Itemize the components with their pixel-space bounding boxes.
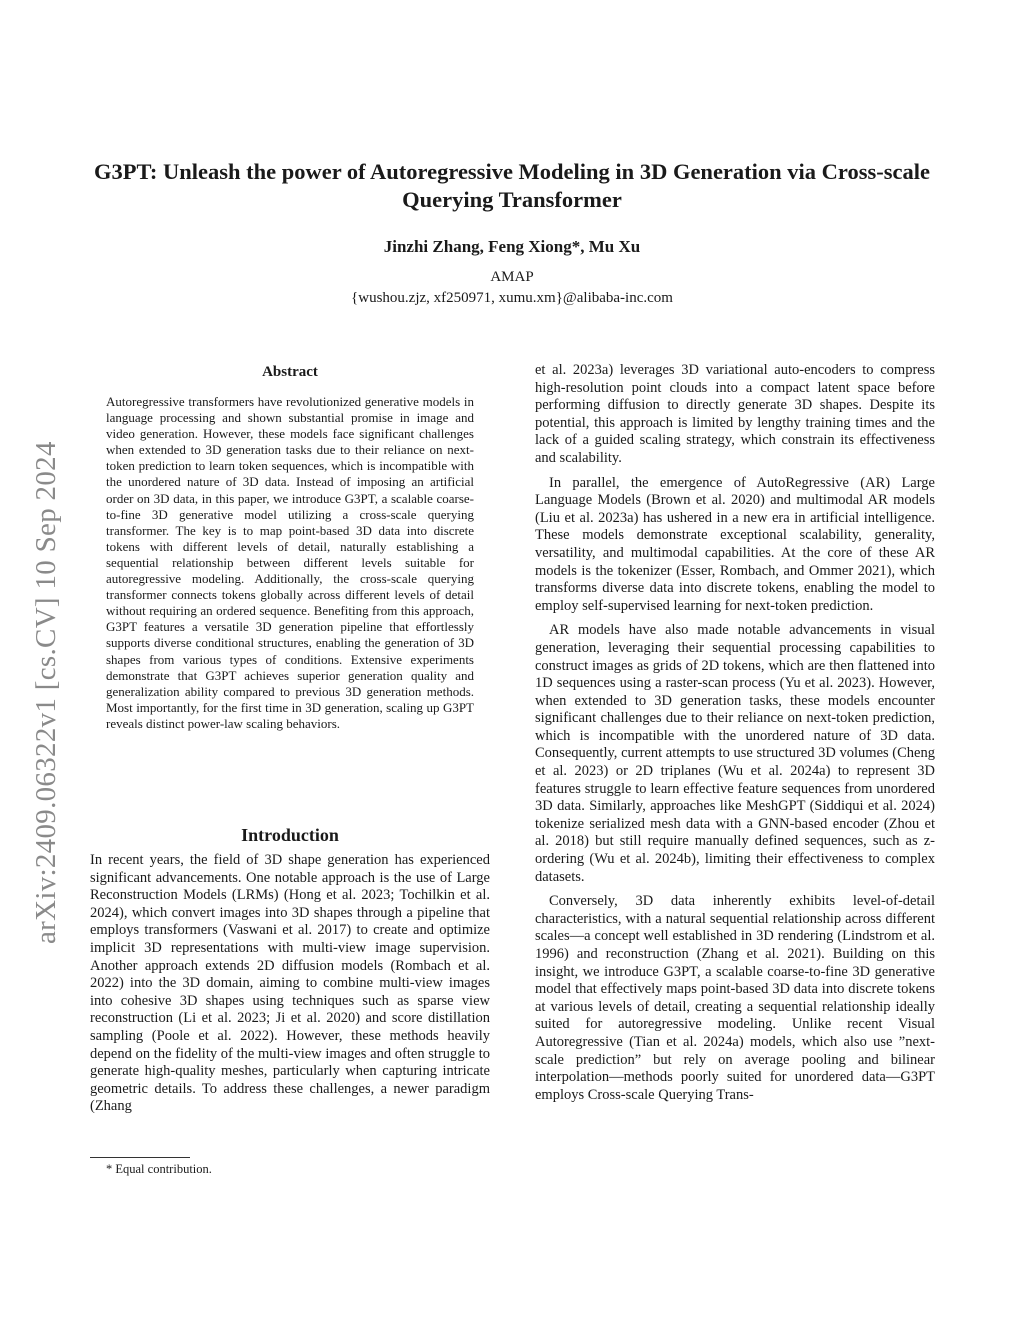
intro-paragraph-right-2: In parallel, the emergence of AutoRegressive (AR) Large Language Models (Brown et al. 2020) and multimodal AR models (Liu et al. 2023a) has ushered in a new era in artificial intelligence. These models demonstrate exceptional scalability, generality, versatility, and multimodal capabilities. At the core of these AR models is the tokenizer (Esser, Rombach, and Ommer 2021), which transforms diverse data into discrete tokens, enabling the model to employ self-supervised learning for next-token prediction. xyxy=(535,474,935,614)
footnote-divider xyxy=(90,1157,190,1158)
abstract-heading: Abstract xyxy=(262,364,318,380)
affiliation: AMAP xyxy=(490,269,534,285)
intro-paragraph-right-3: AR models have also made notable advancements in visual generation, leveraging their sequential processing capabilities to construct images as grids of 2D tokens, which are then flattened into 1D sequences using a raster-scan process (Yu et al. 2023). However, when extended to 3D generation tasks, these models encounter significant challenges due to their reliance on next-token prediction, which is incompatible with the unordered nature of 3D data. Consequently, current attempts to use structured 3D volumes (Cheng et al. 2023) or 2D triplanes (Wu et al. 2024a) to represent 3D features struggle to learn effective feature sequences from unordered 3D data. Similarly, approaches like MeshGPT (Siddiqui et al. 2024) tokenize serialized mesh data with a GNN-based encoder (Zhou et al. 2018) but still require manually defined sequences, such as z-ordering (Wu et al. 2024b), limiting their effectiveness to complex datasets. xyxy=(535,622,935,885)
author-list: Jinzhi Zhang, Feng Xiong*, Mu Xu xyxy=(383,237,641,256)
right-column xyxy=(535,362,935,1111)
footnote: * Equal contribution. xyxy=(106,1162,212,1176)
arxiv-identifier: arXiv:2409.06322v1 [cs.CV] 10 Sep 2024 xyxy=(30,441,62,944)
introduction-heading: Introduction xyxy=(241,825,339,845)
paper-title: G3PT: Unleash the power of Autoregressive Modeling in 3D Generation via Cross-scale Querying Transformer xyxy=(94,159,930,212)
intro-paragraph-right-1: et al. 2023a) leverages 3D variational auto-encoders to compress high-resolution point clouds into a compact latent space before performing diffusion to directly generate 3D shapes. Despite its potential, this approach is limited by lengthy training times and the lack of a guided scaling strategy, which constrain its effectiveness and scalability. xyxy=(535,362,935,466)
intro-paragraph-right-4: Conversely, 3D data inherently exhibits level-of-detail characteristics, with a natural sequential relationship across different scales—a concept well established in 3D rendering (Lindstrom et al. 1996) and reconstruction (Zhang et al. 2021). Building on this insight, we introduce G3PT, a scalable coarse-to-fine 3D generative model that effectively maps point-based 3D data into discrete tokens at various levels of detail, creating a sequential relationship ideally suited for autoregressive modeling. Unlike recent Visual Autoregressive (Tian et al. 2024a) models, which also use ”next-scale prediction” but rely on average pooling and bilinear interpolation—methods poorly suited for unordered data—G3PT employs Cross-scale Querying Trans- xyxy=(535,893,935,1103)
intro-paragraph-left: In recent years, the field of 3D shape generation has experienced significant advancements. One notable approach is the use of Large Reconstruction Models (LRMs) (Hong et al. 2023; Tochilkin et al. 2024), which convert images into 3D shapes through a pipeline that employs transformers (Vaswani et al. 2017) to create and optimize implicit 3D representations with multi-view image supervision. Another approach extends 2D diffusion models (Rombach et al. 2022) into the 3D domain, aiming to combine multi-view images into cohesive 3D shapes using techniques such as sparse view reconstruction (Li et al. 2023; Ji et al. 2020) and score distillation sampling (Poole et al. 2022). However, these methods heavily depend on the fidelity of the multi-view images and often struggle to generate high-quality meshes, particularly when capturing intricate geometric details. To address these challenges, a newer paradigm (Zhang xyxy=(90,852,490,1115)
author-emails: {wushou.zjz, xf250971, xumu.xm}@alibaba-inc.com xyxy=(351,290,673,306)
abstract-text: Autoregressive transformers have revolutionized generative models in language processing and shown substantial promise in image and video generation. However, these models face significant challenges when extended to 3D generation tasks due to their reliance on next-token prediction to learn token sequences, which is incompatible with the unordered nature of 3D data. Instead of imposing an artificial order on 3D data, in this paper, we introduce G3PT, a scalable coarse-to-fine 3D generative model utilizing a cross-scale querying transformer. The key is to map point-based 3D data into discrete tokens with different levels of detail, naturally establishing a sequential relationship between different levels suitable for autoregressive modeling. Additionally, the cross-scale querying transformer connects tokens globally across different levels of detail without requiring an ordered sequence. Benefiting from this approach, G3PT features a versatile 3D generation pipeline that effortlessly supports diverse conditional structures, enabling the generation of 3D shapes from various types of conditions. Extensive experiments demonstrate that G3PT achieves superior generation quality and generalization ability compared to previous 3D generation methods. Most importantly, for the first time in 3D generation, scaling up G3PT reveals distinct power-law scaling behaviors. xyxy=(106,394,474,731)
